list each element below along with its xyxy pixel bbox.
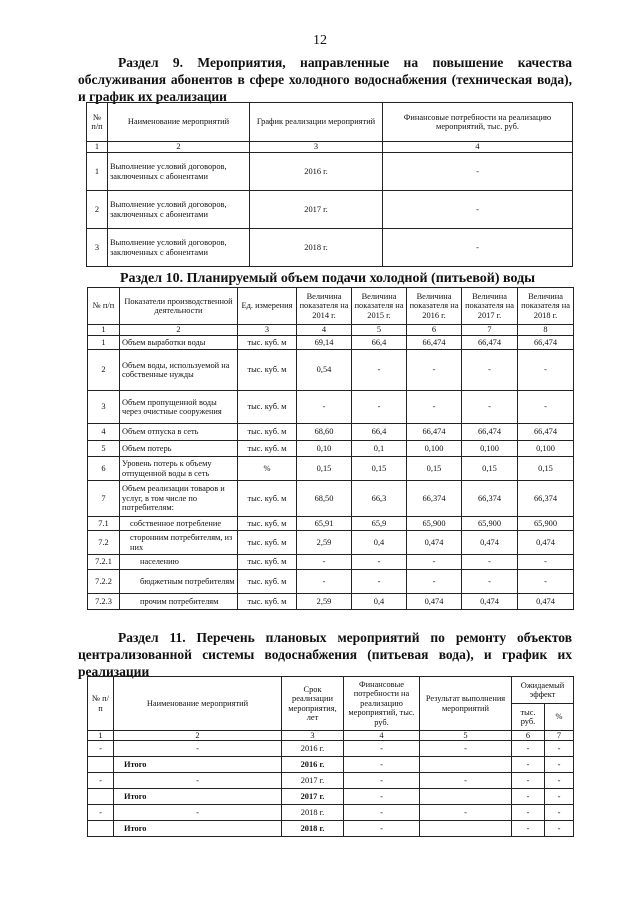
header-cell: Показатели производственной деятельности <box>120 288 238 325</box>
section9-title: Раздел 9. Мероприятия, направленные на повышение качества обслуживания абонентов в сфере холодного водоснабжения (техническая вода), и график их реализации <box>78 55 572 104</box>
cell: - <box>545 821 574 837</box>
column-number: 3 <box>238 325 297 336</box>
column-number: 4 <box>344 731 420 741</box>
cell: 7 <box>88 481 120 517</box>
cell: тыс. куб. м <box>238 555 297 570</box>
header-cell: % <box>545 704 574 731</box>
cell: - <box>344 789 420 805</box>
cell: 68,50 <box>297 481 352 517</box>
cell <box>420 789 512 805</box>
cell: 66,474 <box>462 336 518 350</box>
cell: 2017 г. <box>250 191 383 229</box>
cell: - <box>297 391 352 424</box>
cell: тыс. куб. м <box>238 570 297 594</box>
cell: 4 <box>88 424 120 441</box>
cell: Итого <box>114 757 282 773</box>
cell: 0,1 <box>352 441 407 457</box>
column-number: 3 <box>250 142 383 153</box>
table-row <box>88 424 574 441</box>
cell: тыс. куб. м <box>238 517 297 531</box>
cell: 0,474 <box>518 594 574 610</box>
column-number-row <box>87 142 573 153</box>
cell: 66,474 <box>462 424 518 441</box>
cell: 0,15 <box>352 457 407 481</box>
cell: - <box>462 570 518 594</box>
cell: - <box>383 153 573 191</box>
header-cell: № п/п <box>88 288 120 325</box>
cell: 66,4 <box>352 336 407 350</box>
cell: - <box>352 391 407 424</box>
cell: прочим потребителям <box>120 594 238 610</box>
cell: Выполнение условий договоров, заключенных с абонентами <box>108 191 250 229</box>
cell: населению <box>120 555 238 570</box>
section10-title: Раздел 10. Планируемый объем подачи холодной (питьевой) воды <box>120 271 536 286</box>
cell: Объем отпуска в сеть <box>120 424 238 441</box>
table-row <box>88 757 574 773</box>
cell: - <box>512 773 545 789</box>
cell: - <box>352 350 407 391</box>
cell: бюджетным потребителям <box>120 570 238 594</box>
cell: - <box>407 555 462 570</box>
cell: собственное потребление <box>120 517 238 531</box>
column-number: 4 <box>383 142 573 153</box>
cell: 0,474 <box>407 531 462 555</box>
cell: тыс. куб. м <box>238 441 297 457</box>
cell: - <box>462 555 518 570</box>
table-row <box>88 741 574 757</box>
cell: 0,474 <box>462 531 518 555</box>
table-row <box>87 191 573 229</box>
cell: - <box>420 805 512 821</box>
cell: Выполнение условий договоров, заключенных с абонентами <box>108 153 250 191</box>
cell: 7.1 <box>88 517 120 531</box>
cell: - <box>512 741 545 757</box>
cell: - <box>297 555 352 570</box>
header-cell: Величина показателя на 2017 г. <box>462 288 518 325</box>
cell: - <box>462 350 518 391</box>
cell: - <box>545 805 574 821</box>
cell: - <box>512 789 545 805</box>
cell: тыс. куб. м <box>238 594 297 610</box>
table-header-row <box>88 677 574 704</box>
cell: - <box>407 391 462 424</box>
cell: - <box>545 757 574 773</box>
table-row <box>88 391 574 424</box>
cell: 3 <box>88 391 120 424</box>
header-cell: Наименование мероприятий <box>114 677 282 731</box>
table-row <box>88 821 574 837</box>
cell: тыс. куб. м <box>238 350 297 391</box>
cell: сторонним потребителям, из них <box>120 531 238 555</box>
header-cell: График реализации мероприятий <box>250 103 383 142</box>
column-number: 6 <box>407 325 462 336</box>
column-number: 3 <box>282 731 344 741</box>
table-row <box>87 153 573 191</box>
header-cell: Величина показателя на 2016 г. <box>407 288 462 325</box>
cell: 7.2.2 <box>88 570 120 594</box>
cell: тыс. куб. м <box>238 481 297 517</box>
cell: 66,374 <box>518 481 574 517</box>
cell: 2 <box>88 350 120 391</box>
cell: Объем выработки воды <box>120 336 238 350</box>
cell: 0,100 <box>462 441 518 457</box>
cell: 2017 г. <box>282 773 344 789</box>
table-row <box>88 789 574 805</box>
table-row <box>88 555 574 570</box>
cell: 68,60 <box>297 424 352 441</box>
cell: 66,3 <box>352 481 407 517</box>
column-number: 7 <box>545 731 574 741</box>
cell: Объем потерь <box>120 441 238 457</box>
header-cell: Финансовые потребности на реализацию мероприятий, тыс. руб. <box>344 677 420 731</box>
cell: - <box>512 821 545 837</box>
cell: 0,474 <box>518 531 574 555</box>
cell: Выполнение условий договоров, заключенных с абонентами <box>108 229 250 267</box>
section11-table <box>87 676 574 837</box>
column-number-row <box>88 731 574 741</box>
cell: % <box>238 457 297 481</box>
cell: Итого <box>114 789 282 805</box>
cell: 66,474 <box>407 336 462 350</box>
cell: - <box>352 555 407 570</box>
cell: 2 <box>87 191 108 229</box>
cell: 0,4 <box>352 594 407 610</box>
column-number-row <box>88 325 574 336</box>
cell: 0,474 <box>407 594 462 610</box>
cell: 1 <box>88 336 120 350</box>
cell: 2018 г. <box>282 805 344 821</box>
cell: 5 <box>88 441 120 457</box>
cell: - <box>512 757 545 773</box>
cell: - <box>407 570 462 594</box>
cell: 66,474 <box>407 424 462 441</box>
cell: 2017 г. <box>282 789 344 805</box>
cell: 0,10 <box>297 441 352 457</box>
header-cell: Величина показателя на 2014 г. <box>297 288 352 325</box>
column-number: 2 <box>120 325 238 336</box>
table-row <box>88 594 574 610</box>
cell: 0,15 <box>407 457 462 481</box>
header-cell: Величина показателя на 2018 г. <box>518 288 574 325</box>
header-cell: Ед. измерения <box>238 288 297 325</box>
column-number: 4 <box>297 325 352 336</box>
cell: - <box>518 350 574 391</box>
column-number: 1 <box>88 731 114 741</box>
table-row <box>88 457 574 481</box>
table-row <box>88 805 574 821</box>
cell: 2018 г. <box>282 821 344 837</box>
cell: 0,15 <box>297 457 352 481</box>
cell <box>420 821 512 837</box>
cell: 65,900 <box>462 517 518 531</box>
cell: - <box>344 821 420 837</box>
cell: 66,374 <box>462 481 518 517</box>
table-row <box>88 441 574 457</box>
column-number: 2 <box>114 731 282 741</box>
cell: - <box>407 350 462 391</box>
cell: - <box>518 570 574 594</box>
cell: - <box>344 805 420 821</box>
column-number: 6 <box>512 731 545 741</box>
cell: - <box>462 391 518 424</box>
column-number: 1 <box>88 325 120 336</box>
header-cell: № п/п <box>88 677 114 731</box>
cell: 2016 г. <box>250 153 383 191</box>
column-number: 7 <box>462 325 518 336</box>
cell: 0,15 <box>518 457 574 481</box>
cell: 65,91 <box>297 517 352 531</box>
cell: - <box>88 805 114 821</box>
table-row <box>87 229 573 267</box>
cell: - <box>344 741 420 757</box>
table-row <box>88 336 574 350</box>
cell: - <box>518 391 574 424</box>
column-number: 1 <box>87 142 108 153</box>
cell <box>88 757 114 773</box>
cell: - <box>297 570 352 594</box>
column-number: 5 <box>420 731 512 741</box>
cell: - <box>383 229 573 267</box>
cell: Объем воды, используемой на собственные нужды <box>120 350 238 391</box>
cell: 2,59 <box>297 594 352 610</box>
cell: - <box>352 570 407 594</box>
cell: - <box>518 555 574 570</box>
cell: Уровень потерь к объему отпущенной воды в сеть <box>120 457 238 481</box>
column-number: 8 <box>518 325 574 336</box>
cell: 7.2.3 <box>88 594 120 610</box>
header-cell: Ожидаемый эффект <box>512 677 574 704</box>
cell: 7.2 <box>88 531 120 555</box>
cell: - <box>545 773 574 789</box>
header-cell: № п/п <box>87 103 108 142</box>
cell: - <box>344 757 420 773</box>
header-cell: Наименование мероприятий <box>108 103 250 142</box>
cell: 7.2.1 <box>88 555 120 570</box>
cell: - <box>344 773 420 789</box>
header-cell: Срок реализации мероприятия, лет <box>282 677 344 731</box>
cell: тыс. куб. м <box>238 531 297 555</box>
cell: - <box>114 805 282 821</box>
cell: - <box>420 773 512 789</box>
cell: 66,474 <box>518 424 574 441</box>
cell: 0,54 <box>297 350 352 391</box>
cell: 6 <box>88 457 120 481</box>
cell <box>88 821 114 837</box>
cell: 0,100 <box>407 441 462 457</box>
section9-table <box>86 102 573 267</box>
cell: 2,59 <box>297 531 352 555</box>
cell: - <box>545 789 574 805</box>
cell: - <box>88 741 114 757</box>
cell: 0,15 <box>462 457 518 481</box>
cell <box>88 789 114 805</box>
cell: 2016 г. <box>282 757 344 773</box>
cell: 66,4 <box>352 424 407 441</box>
cell: 65,9 <box>352 517 407 531</box>
cell: 0,4 <box>352 531 407 555</box>
header-cell: Результат выполнения мероприятий <box>420 677 512 731</box>
table-row <box>88 570 574 594</box>
table-row <box>88 517 574 531</box>
cell <box>420 757 512 773</box>
header-cell: Финансовые потребности на реализацию мероприятий, тыс. руб. <box>383 103 573 142</box>
cell: 66,474 <box>518 336 574 350</box>
cell: тыс. куб. м <box>238 336 297 350</box>
cell: - <box>114 773 282 789</box>
cell: Итого <box>114 821 282 837</box>
cell: тыс. куб. м <box>238 391 297 424</box>
column-number: 5 <box>352 325 407 336</box>
cell: 2016 г. <box>282 741 344 757</box>
cell: 0,474 <box>462 594 518 610</box>
cell: 2018 г. <box>250 229 383 267</box>
cell: 3 <box>87 229 108 267</box>
cell: 69,14 <box>297 336 352 350</box>
table-row <box>88 350 574 391</box>
cell: - <box>512 805 545 821</box>
cell: - <box>88 773 114 789</box>
table-row <box>88 773 574 789</box>
table-header-row <box>87 103 573 142</box>
cell: тыс. куб. м <box>238 424 297 441</box>
header-cell: тыс. руб. <box>512 704 545 731</box>
table-row <box>88 531 574 555</box>
cell: - <box>545 741 574 757</box>
cell: Объем пропущенной воды через очистные сооружения <box>120 391 238 424</box>
cell: 65,900 <box>407 517 462 531</box>
cell: - <box>114 741 282 757</box>
cell: - <box>420 741 512 757</box>
table-row <box>88 481 574 517</box>
table-header-row <box>88 288 574 325</box>
page-number: 12 <box>313 33 327 48</box>
cell: 0,100 <box>518 441 574 457</box>
section11-title: Раздел 11. Перечень плановых мероприятий по ремонту объектов централизованной системы водоснабжения (питьевая вода), и график их реализации <box>78 630 572 679</box>
cell: Объем реализации товаров и услуг, в том числе по потребителям: <box>120 481 238 517</box>
cell: 66,374 <box>407 481 462 517</box>
header-cell: Величина показателя на 2015 г. <box>352 288 407 325</box>
cell: 65,900 <box>518 517 574 531</box>
cell: - <box>383 191 573 229</box>
column-number: 2 <box>108 142 250 153</box>
cell: 1 <box>87 153 108 191</box>
section10-table <box>87 287 574 610</box>
